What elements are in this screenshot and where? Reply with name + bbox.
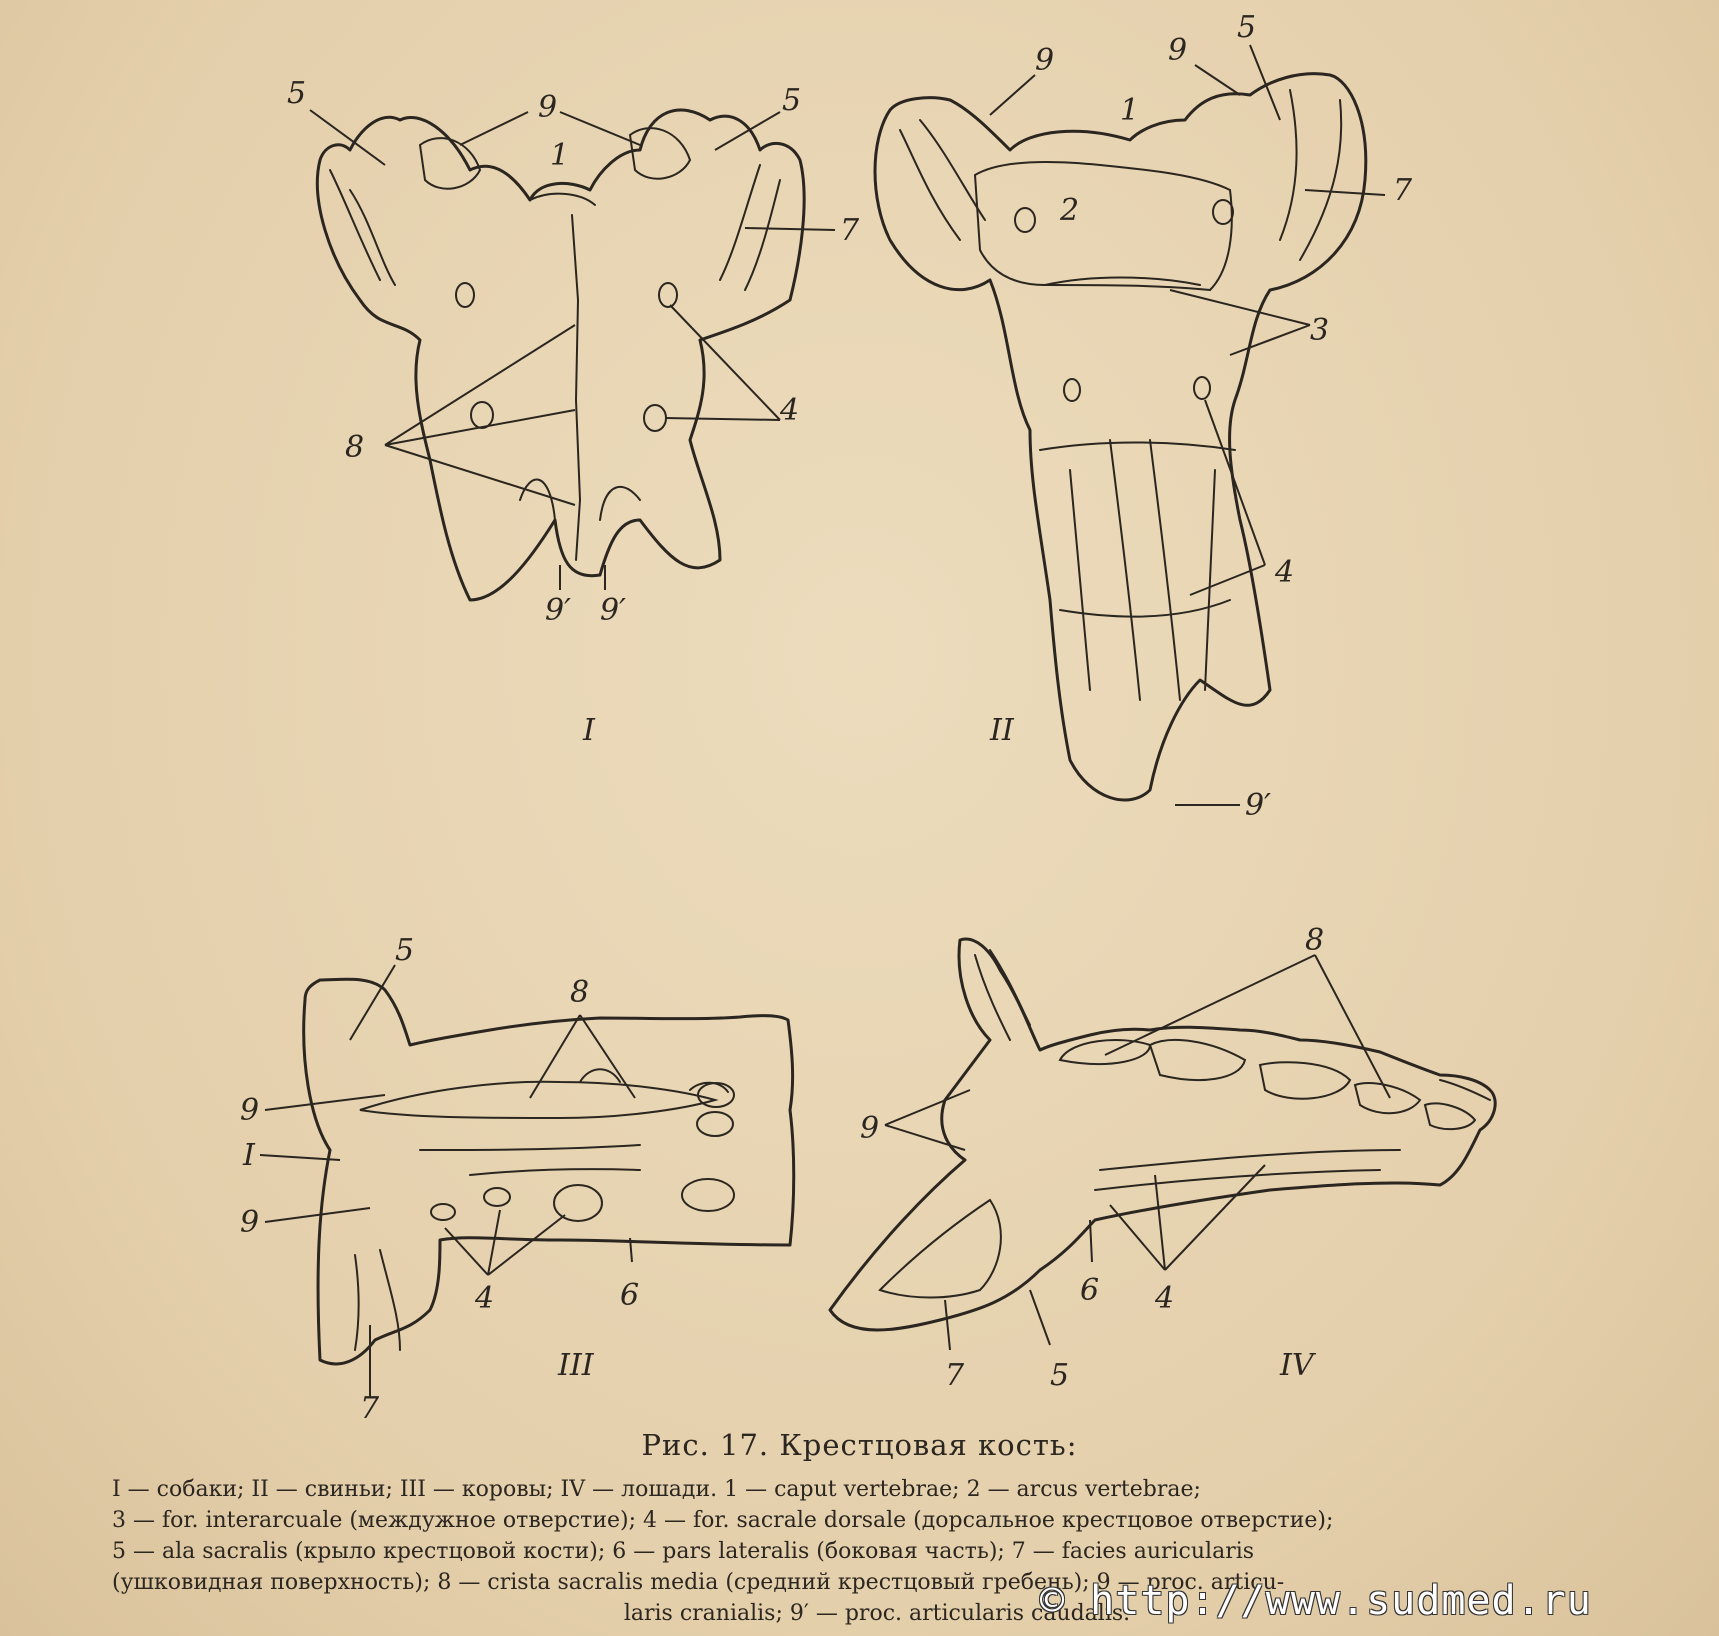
panel-ii-leader-3 <box>1170 290 1310 355</box>
panel-i-label-9p-left: 9′ <box>545 593 571 628</box>
panel-i-label-8: 8 <box>345 430 365 465</box>
panel-iv-label-7: 7 <box>945 1358 965 1393</box>
panel-i-label-1: 1 <box>550 138 570 173</box>
panel-iv-leader-7 <box>945 1300 950 1350</box>
panel-iv-leader-9 <box>885 1090 970 1150</box>
watermark: © http://www.sudmed.ru <box>1040 1578 1592 1624</box>
legend-line-3: 5 — ala sacralis (крыло крестцовой кости); 6 — pars lateralis (боковая часть); 7 — facies auricularis <box>112 1539 1255 1564</box>
panel-i-label-5-right: 5 <box>782 83 802 118</box>
panel-iv-crest-segment-4 <box>1355 1083 1420 1113</box>
panel-iii-wing-detail <box>355 1250 400 1350</box>
panel-ii-foramen-lower-left <box>1064 379 1080 401</box>
panel-ii-label-5: 5 <box>1237 10 1257 45</box>
panel-ii-label-3: 3 <box>1310 313 1330 348</box>
panel-iv-roman: IV <box>1280 1348 1314 1383</box>
panel-iv-label-9: 9 <box>860 1111 880 1146</box>
panel-ii-foramen-2-left <box>1015 208 1035 232</box>
panel-iv-crest-segment-3 <box>1260 1062 1350 1098</box>
panel-ii-leader-9-left <box>990 75 1035 115</box>
panel-iii-cow <box>240 933 794 1420</box>
panel-iii-leader-5 <box>350 965 395 1040</box>
panel-ii-interarcuale <box>1045 278 1200 286</box>
panel-i-crest <box>572 215 580 560</box>
panel-iii-lateral-line <box>420 1145 640 1175</box>
legend-line-4: (ушковидная поверхность); 8 — crista sacralis media (средний крестцовый гребень); 9 — proc. articu- <box>112 1570 1285 1595</box>
panel-iii-label-7: 7 <box>360 1391 380 1420</box>
panel-ii-body-lines <box>1070 440 1215 700</box>
panel-ii-right-wing <box>1280 90 1341 260</box>
panel-i-leader-9p <box>560 565 605 590</box>
panel-ii-leader-9-right <box>1195 65 1240 95</box>
panel-iv-label-8: 8 <box>1305 923 1325 958</box>
panel-ii-label-4: 4 <box>1275 555 1295 590</box>
panel-i-foramen-right-upper <box>659 283 677 307</box>
figure-caption-title: Рис. 17. Крестцовая кость: <box>641 1428 1078 1462</box>
panel-ii-label-2: 2 <box>1060 193 1080 228</box>
panel-i-label-7: 7 <box>840 213 860 248</box>
panel-i-outline <box>317 110 804 600</box>
panel-ii-label-9-right: 9 <box>1168 33 1188 68</box>
panel-ii-label-7: 7 <box>1393 173 1413 208</box>
panel-iii-label-8: 8 <box>570 975 590 1010</box>
panel-iv-wing-inner <box>880 1200 1001 1298</box>
panel-iii-vert-end-3 <box>682 1179 734 1211</box>
panel-ii-foramen-2-right <box>1213 200 1233 224</box>
panel-iii-foramen-3 <box>554 1185 602 1221</box>
panel-iv-crest-segment-1 <box>1060 1040 1150 1064</box>
panel-iii-foramen-1 <box>431 1204 455 1220</box>
panel-i-label-4: 4 <box>780 393 800 428</box>
panel-iii-label-9-upper: 9 <box>240 1093 260 1128</box>
panel-i-leader-7 <box>745 228 835 230</box>
legend-line-5: laris cranialis; 9′ — proc. articularis caudalis. <box>623 1601 1131 1626</box>
panel-iii-leader-8 <box>530 1015 635 1098</box>
panel-iii-foramen-2 <box>484 1188 510 1206</box>
legend-line-1: I — собаки; II — свиньи; III — коровы; IV — лошади. 1 — caput vertebrae; 2 — arcus vertebrae; <box>112 1477 1201 1502</box>
panel-iv-crest-segment-2 <box>1150 1040 1245 1080</box>
panel-i-dog <box>287 76 860 748</box>
panel-i-label-5-left: 5 <box>287 76 307 111</box>
panel-i-leader-4 <box>665 305 780 420</box>
panel-ii-segment <box>1040 443 1235 617</box>
panel-iv-leader-5 <box>1030 1290 1050 1345</box>
panel-ii-label-9p: 9′ <box>1245 788 1271 823</box>
panel-i-articular-right <box>630 128 690 179</box>
panel-ii-left-wing <box>900 120 985 240</box>
panel-i-roman: I <box>583 713 595 748</box>
panel-iii-vert-end-2 <box>697 1112 733 1136</box>
panel-iv-label-6: 6 <box>1080 1273 1100 1308</box>
panel-iv-crest-segment-5 <box>1425 1103 1475 1129</box>
panel-iv-label-4: 4 <box>1155 1281 1175 1316</box>
panel-iii-leader-9-lower <box>265 1208 370 1222</box>
panel-ii-pig <box>875 10 1413 823</box>
panel-i-foramen-left-lower <box>471 402 493 428</box>
panel-iii-label-4: 4 <box>475 1281 495 1316</box>
panel-i-leader-8 <box>385 325 575 505</box>
panel-ii-leader-7 <box>1305 190 1385 195</box>
panel-ii-roman: II <box>990 713 1014 748</box>
panel-ii-foramen-lower-right <box>1194 377 1210 399</box>
panel-ii-label-9-left: 9 <box>1035 43 1055 78</box>
panel-iii-vert-end-1 <box>698 1083 734 1107</box>
legend-line-2: 3 — for. interarcuale (междужное отверстие); 4 — for. sacrale dorsale (дорсальное крестцовое отверстие); <box>112 1508 1334 1533</box>
panel-iii-outline <box>304 979 794 1364</box>
panel-iii-label-5: 5 <box>395 933 415 968</box>
panel-i-foramen-left-upper <box>456 283 474 307</box>
panel-iv-label-5: 5 <box>1050 1358 1070 1393</box>
panel-iii-label-9-lower: 9 <box>240 1205 260 1240</box>
panel-i-label-9: 9 <box>538 90 558 125</box>
panel-iii-label-6: 6 <box>620 1278 640 1313</box>
panel-i-foramen-right-lower <box>644 405 666 431</box>
panel-iii-roman: III <box>558 1348 594 1383</box>
panel-iii-label-I: I <box>243 1138 255 1173</box>
panel-i-head <box>530 194 595 205</box>
panel-ii-leader-4 <box>1190 400 1265 595</box>
panel-ii-label-1: 1 <box>1120 93 1140 128</box>
panel-ii-arcus <box>975 162 1232 290</box>
panel-i-label-9p-right: 9′ <box>600 593 626 628</box>
panel-iv-upper-process <box>975 950 1030 1040</box>
panel-iv-outline <box>830 939 1495 1330</box>
panel-iv-leader-6 <box>1090 1220 1092 1262</box>
panel-iv-horse <box>830 923 1495 1393</box>
panel-i-articular-left <box>420 138 480 189</box>
panel-iii-leader-4 <box>445 1210 565 1275</box>
panel-ii-outline <box>875 74 1366 800</box>
